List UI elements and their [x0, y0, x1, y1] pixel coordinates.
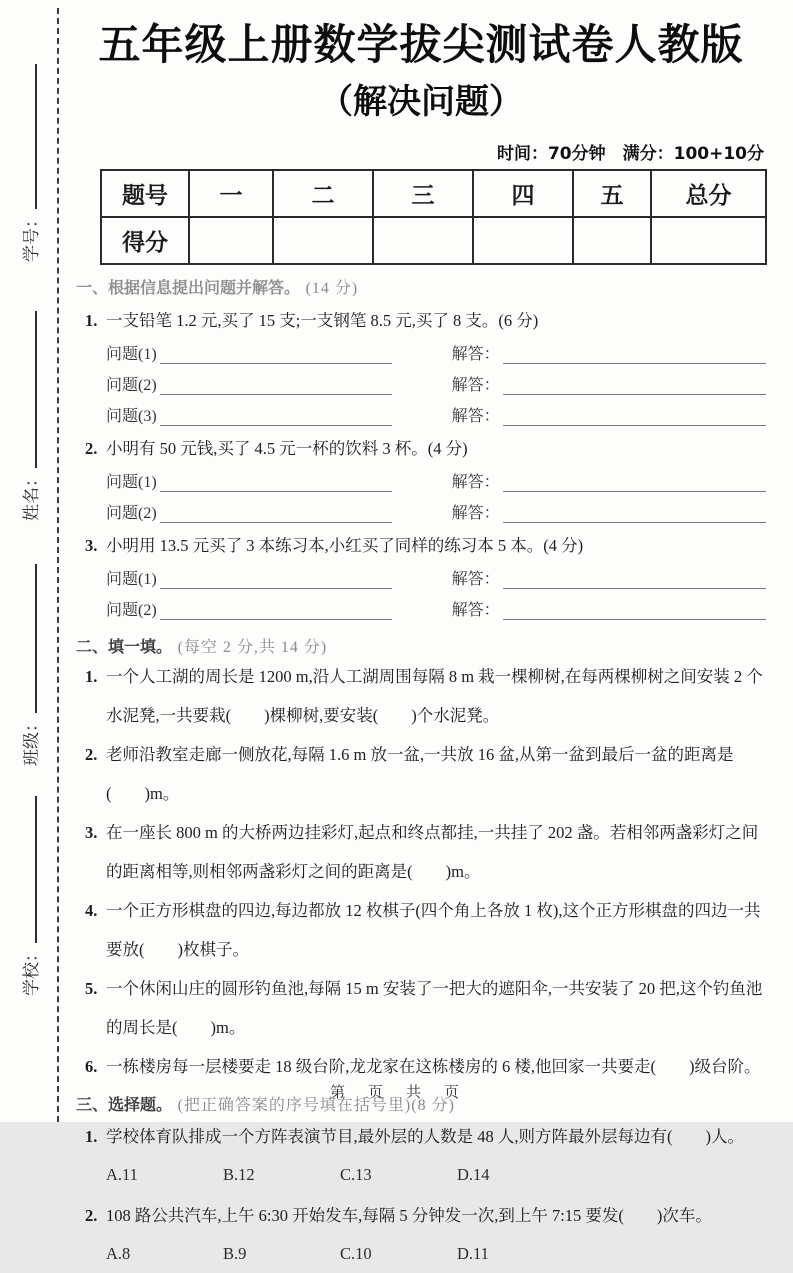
section-3-note: (把正确答案的序号填在括号里)(8 分) [177, 1096, 455, 1114]
item-text: 在一座长 800 m 的大桥两边挂彩灯,起点和终点都挂,一共挂了 202 盏。若相邻两盏彩灯之间的距离相等,则相邻两盏彩灯之间的距离是( )m。 [106, 822, 759, 881]
section-1-heading: 一、根据信息提出问题并解答。 (14 分) [76, 277, 359, 297]
qa-row [106, 404, 766, 426]
student-id-blank-line [15, 64, 37, 209]
section2-item-2 [76, 735, 766, 813]
answer-label: 解答： [451, 407, 500, 425]
item-number: 5. [85, 978, 98, 998]
score-table-col-total: 总分 [651, 170, 766, 217]
score-table-score-row [101, 217, 766, 264]
item-number: 2. [85, 1205, 98, 1225]
option-d: D.14 [457, 1164, 490, 1184]
student-name-field [15, 311, 41, 521]
problem-text: 小明有 50 元钱,买了 4.5 元一杯的饮料 3 杯。(4 分) [106, 438, 468, 458]
option-b: B.9 [223, 1243, 247, 1263]
answer-label: 解答： [451, 376, 500, 394]
item-number: 1. [85, 666, 98, 686]
answer-label: 解答： [451, 504, 500, 522]
question-label: 问题(2) [106, 376, 157, 394]
answer-label: 解答： [451, 570, 500, 588]
section3-item-2 [76, 1196, 766, 1235]
qa-row [106, 342, 766, 364]
options-row [76, 1235, 766, 1273]
problem-text: 一支铅笔 1.2 元,买了 15 支;一支钢笔 8.5 元,买了 8 支。(6 分) [106, 310, 539, 330]
score-table [100, 169, 767, 265]
problem-number: 2. [85, 438, 98, 458]
score-cell [473, 217, 573, 264]
score-cell [573, 217, 651, 264]
answer-blank-line [503, 376, 766, 395]
question-label: 问题(1) [106, 570, 157, 588]
item-number: 4. [85, 900, 98, 920]
paper-subtitle: （解决问题） [319, 82, 523, 123]
student-name-blank-line [15, 311, 37, 468]
section-2-note: (每空 2 分,共 14 分) [177, 638, 328, 656]
option-c: C.13 [340, 1164, 372, 1184]
score-table-col-3: 三 [373, 170, 473, 217]
item-text: 一个休闲山庄的圆形钓鱼池,每隔 15 m 安装了一把大的遮阳伞,一共安装了 20 把,这个钓鱼池的周长是( )m。 [106, 978, 763, 1037]
score-cell [273, 217, 373, 264]
section-1-note: (14 分) [305, 279, 359, 297]
qa-row [106, 470, 766, 492]
section-3-heading: 三、选择题。 (把正确答案的序号填在括号里)(8 分) [76, 1094, 455, 1114]
section1-problem-1 [76, 309, 766, 333]
answer-blank-line [503, 407, 766, 426]
item-text: 108 路公共汽车,上午 6:30 开始发车,每隔 5 分钟发一次,到上午 7:15 要发( )次车。 [106, 1205, 712, 1225]
item-text: 一个正方形棋盘的四边,每边都放 12 枚棋子(四个角上各放 1 枚),这个正方形棋盘的四边一共要放( )枚棋子。 [106, 900, 761, 959]
qa-row [106, 501, 766, 523]
question-blank-line [160, 504, 392, 523]
score-table-col-2: 二 [273, 170, 373, 217]
student-id-field [15, 64, 41, 262]
paper-title: 五年级上册数学拔尖测试卷人教版 [98, 20, 744, 69]
option-a: A.8 [106, 1243, 131, 1263]
qa-row [106, 373, 766, 395]
question-blank-line [160, 345, 392, 364]
section3-item-1 [76, 1117, 766, 1156]
student-id-label: 学号： [22, 211, 41, 262]
school-blank-line [15, 796, 37, 943]
option-c: C.10 [340, 1243, 372, 1263]
answer-label: 解答： [451, 473, 500, 491]
item-text: 一个人工湖的周长是 1200 m,沿人工湖周围每隔 8 m 栽一棵柳树,在每两棵柳树之间安装 2 个水泥凳,一共要栽( )棵柳树,要安装( )个水泥凳。 [106, 666, 763, 725]
question-blank-line [160, 601, 392, 620]
section1-problem-2 [76, 437, 766, 461]
answer-blank-line [503, 473, 766, 492]
answer-blank-line [503, 345, 766, 364]
score-table-col-4: 四 [473, 170, 573, 217]
school-label: 学校： [22, 945, 41, 996]
option-d: D.11 [457, 1243, 489, 1263]
question-label: 问题(2) [106, 504, 157, 522]
answer-blank-line [503, 601, 766, 620]
score-row-label: 得分 [101, 217, 189, 264]
question-label: 问题(1) [106, 345, 157, 363]
question-label: 问题(2) [106, 601, 157, 619]
time-score-info: 时间：70分钟 满分：100+10分 [496, 143, 764, 164]
options-row [76, 1156, 766, 1194]
score-table-header-row [101, 170, 766, 217]
item-number: 2. [85, 744, 98, 764]
score-table-col-5: 五 [573, 170, 651, 217]
student-name-label: 姓名： [22, 470, 41, 521]
cut-line-dashed-divider [57, 8, 59, 1122]
question-blank-line [160, 376, 392, 395]
section2-item-3 [76, 813, 766, 891]
item-text: 学校体育队排成一个方阵表演节目,最外层的人数是 48 人,则方阵最外层每边有( )人。 [106, 1126, 744, 1146]
problem-number: 1. [85, 310, 98, 330]
page-footer: 第 页 共 页 [329, 1083, 463, 1101]
problem-number: 3. [85, 535, 98, 555]
score-cell [373, 217, 473, 264]
class-blank-line [15, 564, 37, 713]
section2-item-4 [76, 891, 766, 969]
section2-item-5 [76, 969, 766, 1047]
question-blank-line [160, 570, 392, 589]
class-field [15, 564, 41, 766]
question-label: 问题(3) [106, 407, 157, 425]
answer-label: 解答： [451, 345, 500, 363]
answer-label: 解答： [451, 601, 500, 619]
section1-problem-3 [76, 534, 766, 558]
score-cell [651, 217, 766, 264]
score-table-col-1: 一 [189, 170, 273, 217]
problem-text: 小明用 13.5 元买了 3 本练习本,小红买了同样的练习本 5 本。(4 分) [106, 535, 584, 555]
qa-row [106, 598, 766, 620]
option-b: B.12 [223, 1164, 255, 1184]
answer-blank-line [503, 504, 766, 523]
answer-blank-line [503, 570, 766, 589]
item-number: 6. [85, 1056, 98, 1076]
option-a: A.11 [106, 1164, 138, 1184]
class-label: 班级： [22, 715, 41, 766]
item-number: 3. [85, 822, 98, 842]
item-text: 老师沿教室走廊一侧放花,每隔 1.6 m 放一盆,一共放 16 盆,从第一盆到最后一盆的距离是( )m。 [106, 744, 734, 803]
score-table-corner: 题号 [101, 170, 189, 217]
score-cell [189, 217, 273, 264]
section2-item-1 [76, 657, 766, 735]
qa-row [106, 567, 766, 589]
item-number: 1. [85, 1126, 98, 1146]
item-text: 一栋楼房每一层楼要走 18 级台阶,龙龙家在这栋楼房的 6 楼,他回家一共要走( )级台阶。 [106, 1056, 761, 1076]
section-2-heading: 二、填一填。 (每空 2 分,共 14 分) [76, 636, 328, 656]
question-label: 问题(1) [106, 473, 157, 491]
question-blank-line [160, 407, 392, 426]
question-blank-line [160, 473, 392, 492]
school-field [15, 796, 41, 996]
